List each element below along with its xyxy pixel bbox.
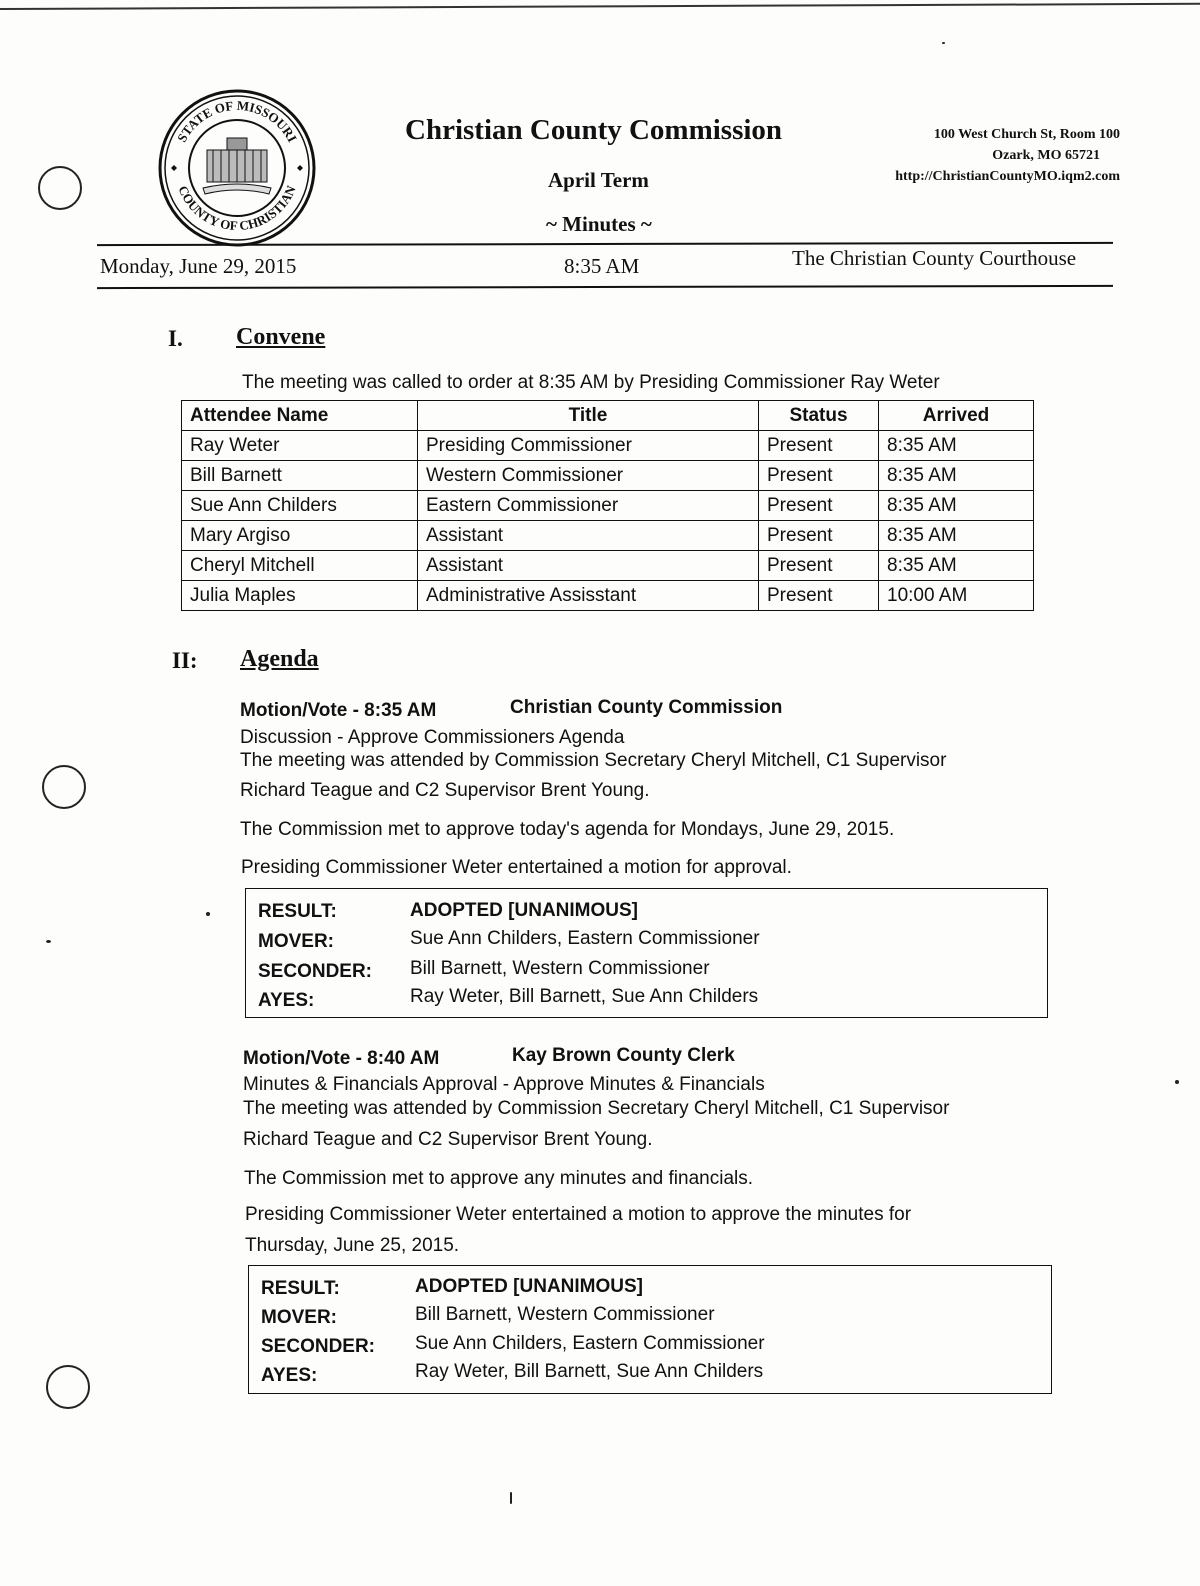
result-value: ADOPTED [UNANIMOUS] bbox=[415, 1276, 643, 1297]
attendee-status: Present bbox=[759, 431, 879, 461]
ayes-value: Ray Weter, Bill Barnett, Sue Ann Childers bbox=[410, 986, 759, 1007]
attendee-arrived: 8:35 AM bbox=[879, 491, 1034, 521]
scan-edge bbox=[0, 3, 1200, 10]
scan-speck bbox=[510, 1492, 512, 1504]
table-row bbox=[182, 551, 1034, 581]
scan-speck bbox=[942, 42, 945, 44]
scan-speck bbox=[206, 912, 210, 916]
motion-subject: Minutes & Financials Approval - Approve Minutes & Financials bbox=[243, 1074, 765, 1095]
address-line-1: 100 West Church St, Room 100 bbox=[933, 127, 1120, 142]
attendance-note: Richard Teague and C2 Supervisor Brent Young. bbox=[243, 1129, 653, 1150]
motion-label: Motion/Vote - 8:35 AM bbox=[240, 700, 437, 721]
attendee-title: Western Commissioner bbox=[418, 461, 759, 491]
column-header-status: Status bbox=[759, 401, 879, 431]
result-value: ADOPTED [UNANIMOUS] bbox=[410, 900, 638, 921]
attendee-name: Bill Barnett bbox=[182, 461, 418, 491]
motion-label: Motion/Vote - 8:40 AM bbox=[243, 1048, 440, 1069]
table-row bbox=[182, 521, 1034, 551]
term-label: April Term bbox=[548, 168, 649, 192]
mover-label: MOVER: bbox=[258, 931, 334, 952]
attendance-note: The meeting was attended by Commission Secretary Cheryl Mitchell, C1 Supervisor bbox=[240, 750, 947, 771]
column-header-name: Attendee Name bbox=[182, 401, 418, 431]
header-rule-bottom bbox=[97, 285, 1113, 289]
attendee-arrived: 8:35 AM bbox=[879, 431, 1034, 461]
punch-hole bbox=[42, 765, 86, 809]
seconder-label: SECONDER: bbox=[261, 1336, 376, 1357]
column-header-arrived: Arrived bbox=[879, 401, 1034, 431]
attendee-status: Present bbox=[759, 551, 879, 581]
table-row bbox=[182, 491, 1034, 521]
scan-speck bbox=[46, 940, 51, 943]
seconder-label: SECONDER: bbox=[258, 961, 373, 982]
attendance-note: The meeting was attended by Commission Secretary Cheryl Mitchell, C1 Supervisor bbox=[243, 1098, 950, 1119]
minutes-label: ~ Minutes ~ bbox=[546, 212, 652, 236]
agenda-paragraph: The Commission met to approve today's agenda for Mondays, June 29, 2015. bbox=[240, 819, 895, 840]
table-row bbox=[182, 581, 1034, 611]
seconder-value: Sue Ann Childers, Eastern Commissioner bbox=[415, 1333, 765, 1354]
attendee-arrived: 8:35 AM bbox=[879, 461, 1034, 491]
attendance-note: Richard Teague and C2 Supervisor Brent Young. bbox=[240, 780, 650, 801]
attendee-title: Eastern Commissioner bbox=[418, 491, 759, 521]
agenda-paragraph: Thursday, June 25, 2015. bbox=[245, 1235, 460, 1256]
table-row bbox=[182, 431, 1034, 461]
agenda-paragraph: Presiding Commissioner Weter entertained a motion for approval. bbox=[241, 857, 792, 878]
attendee-arrived: 10:00 AM bbox=[879, 581, 1034, 611]
website-link[interactable]: http://ChristianCountyMO.iqm2.com bbox=[895, 169, 1120, 184]
attendee-name: Julia Maples bbox=[182, 581, 418, 611]
attendee-arrived: 8:35 AM bbox=[879, 521, 1034, 551]
column-header-title: Title bbox=[418, 401, 759, 431]
attendee-name: Cheryl Mitchell bbox=[182, 551, 418, 581]
attendee-title: Administrative Assisstant bbox=[418, 581, 759, 611]
vote-result-box bbox=[245, 888, 1048, 1018]
punch-hole bbox=[38, 166, 82, 210]
attendee-arrived: 8:35 AM bbox=[879, 551, 1034, 581]
attendee-status: Present bbox=[759, 521, 879, 551]
attendee-name: Ray Weter bbox=[182, 431, 418, 461]
mover-value: Bill Barnett, Western Commissioner bbox=[415, 1304, 715, 1325]
ayes-label: AYES: bbox=[258, 990, 315, 1011]
address-block bbox=[880, 124, 1120, 187]
agenda-paragraph: Presiding Commissioner Weter entertained a motion to approve the minutes for bbox=[245, 1204, 912, 1225]
table-header-row bbox=[182, 401, 1034, 431]
motion-sponsor: Kay Brown County Clerk bbox=[512, 1045, 735, 1066]
seal-text-bottom: COUNTY OF CHRISTIAN bbox=[175, 183, 299, 234]
agenda-paragraph: The Commission met to approve any minutes and financials. bbox=[244, 1168, 754, 1189]
result-label: RESULT: bbox=[258, 901, 337, 922]
seal-text-top: STATE OF MISSOURI bbox=[173, 97, 301, 145]
county-seal bbox=[157, 88, 317, 248]
page-title: Christian County Commission bbox=[405, 114, 783, 146]
motion-sponsor: Christian County Commission bbox=[510, 697, 783, 718]
meeting-location: The Christian County Courthouse bbox=[792, 246, 1077, 270]
seconder-value: Bill Barnett, Western Commissioner bbox=[410, 958, 710, 979]
address-line-2: Ozark, MO 65721 bbox=[992, 148, 1100, 163]
attendee-table bbox=[181, 400, 1034, 611]
mover-value: Sue Ann Childers, Eastern Commissioner bbox=[410, 928, 760, 949]
section-number: I. bbox=[168, 326, 183, 351]
section-number: II: bbox=[172, 648, 198, 673]
mover-label: MOVER: bbox=[261, 1307, 337, 1328]
attendee-title: Assistant bbox=[418, 551, 759, 581]
punch-hole bbox=[46, 1365, 90, 1409]
vote-result-box bbox=[248, 1265, 1052, 1394]
table-row bbox=[182, 461, 1034, 491]
section-title: Agenda bbox=[240, 646, 319, 672]
scan-speck bbox=[1175, 1080, 1179, 1084]
meeting-time: 8:35 AM bbox=[564, 254, 640, 278]
section-title: Convene bbox=[236, 324, 326, 350]
attendee-title: Presiding Commissioner bbox=[418, 431, 759, 461]
attendee-name: Mary Argiso bbox=[182, 521, 418, 551]
attendee-name: Sue Ann Childers bbox=[182, 491, 418, 521]
attendee-status: Present bbox=[759, 581, 879, 611]
convene-intro: The meeting was called to order at 8:35 AM by Presiding Commissioner Ray Weter bbox=[242, 372, 940, 393]
attendee-status: Present bbox=[759, 491, 879, 521]
result-label: RESULT: bbox=[261, 1278, 340, 1299]
ayes-value: Ray Weter, Bill Barnett, Sue Ann Childers bbox=[415, 1361, 764, 1382]
ayes-label: AYES: bbox=[261, 1365, 318, 1386]
meeting-date: Monday, June 29, 2015 bbox=[100, 254, 297, 278]
motion-subject: Discussion - Approve Commissioners Agenda bbox=[240, 727, 625, 748]
attendee-status: Present bbox=[759, 461, 879, 491]
attendee-title: Assistant bbox=[418, 521, 759, 551]
